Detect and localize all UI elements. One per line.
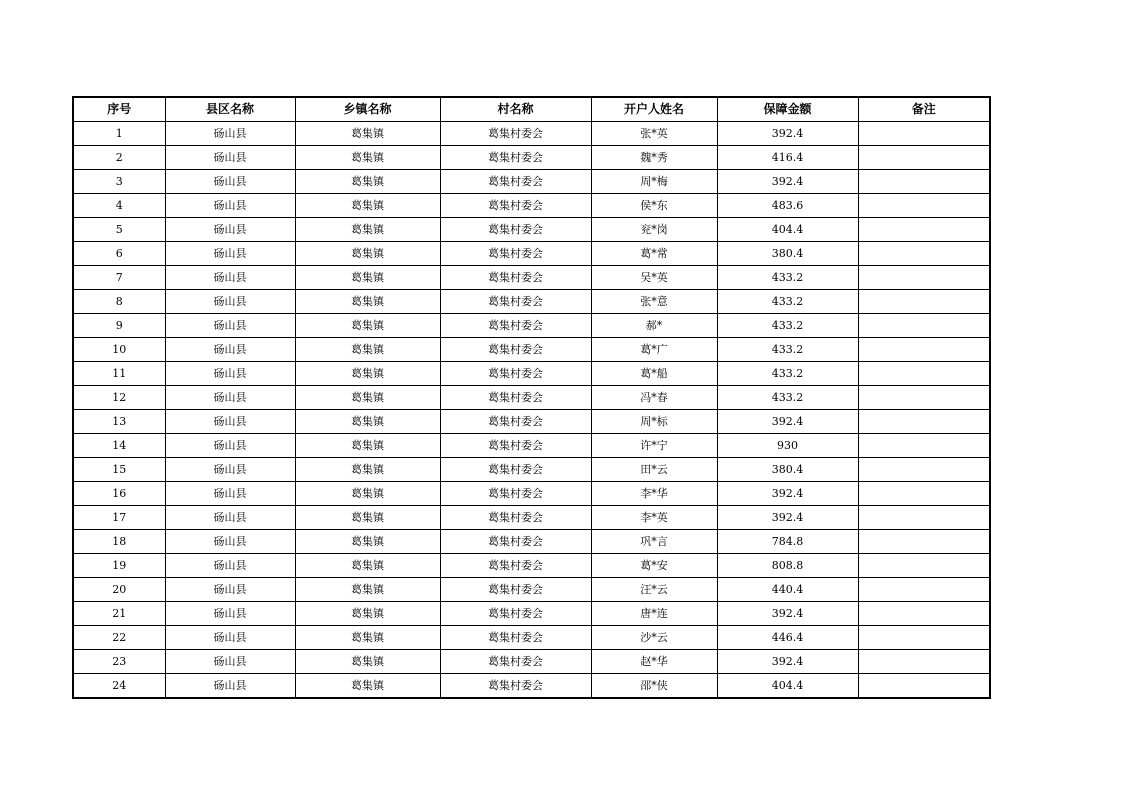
cell-subsidy-amount: 433.2 [717,290,858,314]
cell-county-name: 砀山县 [165,554,295,578]
cell-account-holder-name: 李*华 [591,482,717,506]
cell-subsidy-amount: 380.4 [717,242,858,266]
cell-account-holder-name: 沙*云 [591,626,717,650]
cell-county-name: 砀山县 [165,482,295,506]
cell-remarks [858,554,990,578]
table-row [73,530,990,554]
cell-account-holder-name: 李*英 [591,506,717,530]
cell-village-name: 葛集村委会 [440,410,591,434]
cell-subsidy-amount: 392.4 [717,122,858,146]
cell-county-name: 砀山县 [165,410,295,434]
cell-account-holder-name: 张*英 [591,122,717,146]
cell-subsidy-amount: 392.4 [717,602,858,626]
cell-account-holder-name: 侯*东 [591,194,717,218]
cell-town-name: 葛集镇 [295,554,440,578]
cell-village-name: 葛集村委会 [440,218,591,242]
cell-serial-number: 14 [73,434,165,458]
cell-town-name: 葛集镇 [295,290,440,314]
cell-remarks [858,314,990,338]
cell-town-name: 葛集镇 [295,218,440,242]
cell-remarks [858,338,990,362]
cell-serial-number: 19 [73,554,165,578]
header-county-name: 县区名称 [165,97,295,122]
cell-serial-number: 2 [73,146,165,170]
cell-remarks [858,146,990,170]
cell-town-name: 葛集镇 [295,602,440,626]
cell-village-name: 葛集村委会 [440,530,591,554]
table-row [73,674,990,699]
table-row [73,410,990,434]
cell-county-name: 砀山县 [165,146,295,170]
cell-subsidy-amount: 392.4 [717,410,858,434]
cell-village-name: 葛集村委会 [440,146,591,170]
cell-village-name: 葛集村委会 [440,482,591,506]
cell-remarks [858,482,990,506]
header-town-name: 乡镇名称 [295,97,440,122]
cell-village-name: 葛集村委会 [440,290,591,314]
cell-county-name: 砀山县 [165,266,295,290]
cell-village-name: 葛集村委会 [440,434,591,458]
cell-county-name: 砀山县 [165,290,295,314]
cell-serial-number: 16 [73,482,165,506]
header-subsidy-amount: 保障金额 [717,97,858,122]
cell-subsidy-amount: 440.4 [717,578,858,602]
cell-county-name: 砀山县 [165,578,295,602]
cell-county-name: 砀山县 [165,242,295,266]
cell-county-name: 砀山县 [165,338,295,362]
cell-account-holder-name: 吴*英 [591,266,717,290]
cell-town-name: 葛集镇 [295,362,440,386]
table-row [73,458,990,482]
cell-account-holder-name: 冯*春 [591,386,717,410]
cell-serial-number: 4 [73,194,165,218]
cell-account-holder-name: 张*意 [591,290,717,314]
table-row [73,386,990,410]
cell-remarks [858,458,990,482]
cell-village-name: 葛集村委会 [440,122,591,146]
cell-remarks [858,266,990,290]
cell-serial-number: 8 [73,290,165,314]
cell-subsidy-amount: 404.4 [717,218,858,242]
cell-account-holder-name: 魏*秀 [591,146,717,170]
cell-serial-number: 5 [73,218,165,242]
table-row [73,218,990,242]
cell-subsidy-amount: 784.8 [717,530,858,554]
cell-account-holder-name: 葛*常 [591,242,717,266]
cell-county-name: 砀山县 [165,362,295,386]
cell-remarks [858,578,990,602]
cell-town-name: 葛集镇 [295,482,440,506]
table-row [73,554,990,578]
cell-county-name: 砀山县 [165,218,295,242]
cell-town-name: 葛集镇 [295,314,440,338]
cell-subsidy-amount: 392.4 [717,170,858,194]
cell-account-holder-name: 邵*侠 [591,674,717,699]
cell-remarks [858,194,990,218]
cell-county-name: 砀山县 [165,602,295,626]
cell-village-name: 葛集村委会 [440,194,591,218]
cell-town-name: 葛集镇 [295,674,440,699]
cell-remarks [858,242,990,266]
cell-remarks [858,506,990,530]
cell-county-name: 砀山县 [165,626,295,650]
cell-remarks [858,530,990,554]
cell-village-name: 葛集村委会 [440,386,591,410]
table-row [73,122,990,146]
cell-subsidy-amount: 392.4 [717,506,858,530]
cell-county-name: 砀山县 [165,674,295,699]
table-row [73,482,990,506]
cell-village-name: 葛集村委会 [440,602,591,626]
cell-town-name: 葛集镇 [295,434,440,458]
cell-town-name: 葛集镇 [295,146,440,170]
cell-remarks [858,650,990,674]
cell-town-name: 葛集镇 [295,338,440,362]
cell-town-name: 葛集镇 [295,506,440,530]
cell-village-name: 葛集村委会 [440,242,591,266]
cell-subsidy-amount: 380.4 [717,458,858,482]
cell-village-name: 葛集村委会 [440,626,591,650]
cell-village-name: 葛集村委会 [440,338,591,362]
cell-remarks [858,626,990,650]
cell-subsidy-amount: 404.4 [717,674,858,699]
cell-subsidy-amount: 433.2 [717,362,858,386]
cell-remarks [858,218,990,242]
cell-subsidy-amount: 446.4 [717,626,858,650]
table-row [73,650,990,674]
table-body [73,122,990,699]
cell-account-holder-name: 巩*言 [591,530,717,554]
cell-account-holder-name: 汪*云 [591,578,717,602]
cell-village-name: 葛集村委会 [440,458,591,482]
cell-account-holder-name: 周*梅 [591,170,717,194]
cell-account-holder-name: 葛*广 [591,338,717,362]
cell-serial-number: 18 [73,530,165,554]
cell-serial-number: 6 [73,242,165,266]
cell-serial-number: 1 [73,122,165,146]
cell-remarks [858,122,990,146]
cell-town-name: 葛集镇 [295,650,440,674]
cell-county-name: 砀山县 [165,506,295,530]
cell-county-name: 砀山县 [165,530,295,554]
table-row [73,602,990,626]
table-row [73,626,990,650]
subsidy-table [72,96,991,699]
table-row [73,266,990,290]
cell-account-holder-name: 赵*华 [591,650,717,674]
cell-account-holder-name: 葛*安 [591,554,717,578]
cell-serial-number: 24 [73,674,165,699]
cell-serial-number: 23 [73,650,165,674]
header-village-name: 村名称 [440,97,591,122]
cell-account-holder-name: 葛*船 [591,362,717,386]
cell-account-holder-name: 兖*岗 [591,218,717,242]
cell-county-name: 砀山县 [165,122,295,146]
cell-serial-number: 21 [73,602,165,626]
cell-subsidy-amount: 392.4 [717,650,858,674]
table-row [73,434,990,458]
cell-serial-number: 3 [73,170,165,194]
cell-serial-number: 22 [73,626,165,650]
cell-town-name: 葛集镇 [295,410,440,434]
cell-county-name: 砀山县 [165,314,295,338]
cell-village-name: 葛集村委会 [440,266,591,290]
cell-subsidy-amount: 483.6 [717,194,858,218]
cell-subsidy-amount: 433.2 [717,266,858,290]
table-row [73,506,990,530]
cell-county-name: 砀山县 [165,458,295,482]
cell-serial-number: 7 [73,266,165,290]
cell-town-name: 葛集镇 [295,386,440,410]
cell-village-name: 葛集村委会 [440,554,591,578]
cell-serial-number: 10 [73,338,165,362]
cell-village-name: 葛集村委会 [440,674,591,699]
cell-account-holder-name: 郝* [591,314,717,338]
header-remarks: 备注 [858,97,990,122]
cell-village-name: 葛集村委会 [440,314,591,338]
cell-serial-number: 13 [73,410,165,434]
cell-town-name: 葛集镇 [295,242,440,266]
cell-town-name: 葛集镇 [295,458,440,482]
cell-remarks [858,170,990,194]
cell-remarks [858,602,990,626]
header-account-holder-name: 开户人姓名 [591,97,717,122]
cell-serial-number: 15 [73,458,165,482]
cell-remarks [858,674,990,699]
cell-village-name: 葛集村委会 [440,362,591,386]
table-row [73,290,990,314]
cell-serial-number: 20 [73,578,165,602]
table-row [73,578,990,602]
cell-county-name: 砀山县 [165,650,295,674]
cell-serial-number: 11 [73,362,165,386]
cell-town-name: 葛集镇 [295,578,440,602]
cell-account-holder-name: 许*宁 [591,434,717,458]
table-row [73,194,990,218]
cell-village-name: 葛集村委会 [440,170,591,194]
cell-county-name: 砀山县 [165,434,295,458]
cell-remarks [858,290,990,314]
table-row [73,338,990,362]
cell-serial-number: 12 [73,386,165,410]
table-row [73,242,990,266]
cell-town-name: 葛集镇 [295,626,440,650]
cell-county-name: 砀山县 [165,194,295,218]
cell-county-name: 砀山县 [165,386,295,410]
header-serial-number: 序号 [73,97,165,122]
cell-town-name: 葛集镇 [295,122,440,146]
cell-serial-number: 9 [73,314,165,338]
cell-account-holder-name: 周*标 [591,410,717,434]
cell-town-name: 葛集镇 [295,170,440,194]
cell-village-name: 葛集村委会 [440,578,591,602]
cell-town-name: 葛集镇 [295,266,440,290]
cell-subsidy-amount: 433.2 [717,386,858,410]
table-row [73,170,990,194]
table-row [73,146,990,170]
cell-village-name: 葛集村委会 [440,506,591,530]
cell-village-name: 葛集村委会 [440,650,591,674]
cell-subsidy-amount: 808.8 [717,554,858,578]
cell-remarks [858,386,990,410]
cell-town-name: 葛集镇 [295,194,440,218]
table-row [73,314,990,338]
cell-remarks [858,434,990,458]
table-header [73,97,990,122]
cell-subsidy-amount: 433.2 [717,338,858,362]
cell-remarks [858,362,990,386]
cell-serial-number: 17 [73,506,165,530]
cell-subsidy-amount: 930 [717,434,858,458]
cell-remarks [858,410,990,434]
cell-account-holder-name: 田*云 [591,458,717,482]
cell-account-holder-name: 唐*连 [591,602,717,626]
header-row [73,97,990,122]
cell-town-name: 葛集镇 [295,530,440,554]
cell-subsidy-amount: 392.4 [717,482,858,506]
table-row [73,362,990,386]
cell-subsidy-amount: 416.4 [717,146,858,170]
cell-subsidy-amount: 433.2 [717,314,858,338]
cell-county-name: 砀山县 [165,170,295,194]
